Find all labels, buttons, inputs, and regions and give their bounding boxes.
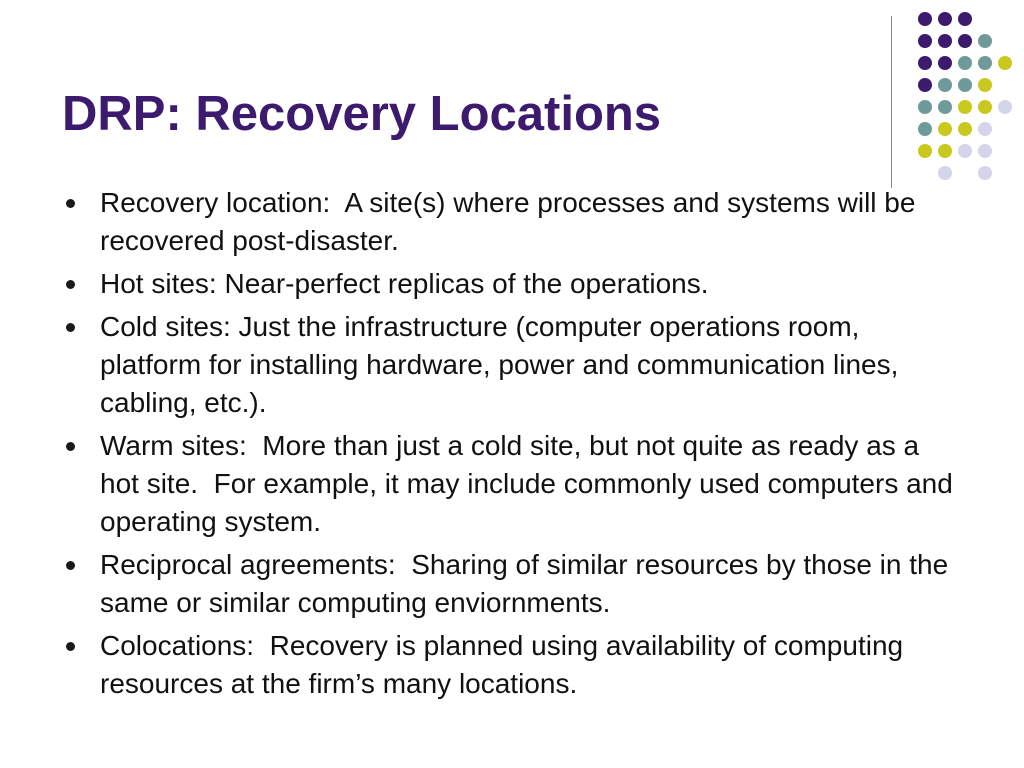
decor-dot <box>958 78 972 92</box>
decor-dot <box>958 122 972 136</box>
decor-dot <box>978 34 992 48</box>
decor-dot <box>978 78 992 92</box>
decor-dot <box>918 12 932 26</box>
decor-dot <box>938 166 952 180</box>
decor-dot <box>938 78 952 92</box>
decor-dot <box>918 122 932 136</box>
bullet-dot-icon <box>66 442 75 451</box>
bullet-text: Recovery location: A site(s) where processes and systems will be recovered post-disaster. <box>100 187 924 256</box>
decor-dot <box>978 166 992 180</box>
bullet-text: Warm sites: More than just a cold site, but not quite as ready as a hot site. For example, it may include commonly used computers and operating system. <box>100 430 961 537</box>
decor-dot <box>918 34 932 48</box>
decor-dot <box>938 56 952 70</box>
decor-dot <box>938 34 952 48</box>
decorative-dot-grid <box>904 10 1014 170</box>
bullet-text: Cold sites: Just the infrastructure (computer operations room, platform for installing hardware, power and communication lines, cabling, etc.). <box>100 311 907 418</box>
bullet-item <box>62 265 962 303</box>
header-divider-line <box>891 16 892 188</box>
decor-dot <box>978 144 992 158</box>
bullet-text: Colocations: Recovery is planned using availability of computing resources at the firm’s many locations. <box>100 630 911 699</box>
decor-dot <box>958 144 972 158</box>
decor-dot <box>958 34 972 48</box>
decor-dot <box>958 100 972 114</box>
decor-dot <box>998 100 1012 114</box>
decor-dot <box>918 56 932 70</box>
decor-dot <box>938 12 952 26</box>
bullet-item <box>62 184 962 260</box>
decor-dot <box>918 78 932 92</box>
bullet-text: Reciprocal agreements: Sharing of similar resources by those in the same or similar computing enviornments. <box>100 549 956 618</box>
bullet-item <box>62 427 962 541</box>
decor-dot <box>978 122 992 136</box>
bullet-item <box>62 627 962 703</box>
decor-dot <box>958 56 972 70</box>
decor-dot <box>978 100 992 114</box>
decor-dot <box>918 144 932 158</box>
bullet-item <box>62 546 962 622</box>
decor-dot <box>978 56 992 70</box>
decor-dot <box>918 100 932 114</box>
decor-dot <box>938 122 952 136</box>
decor-dot <box>938 144 952 158</box>
bullet-dot-icon <box>66 280 75 289</box>
bullet-list <box>62 184 962 708</box>
slide-title: DRP: Recovery Locations <box>62 87 662 141</box>
bullet-dot-icon <box>66 323 75 332</box>
decor-dot <box>938 100 952 114</box>
bullet-item <box>62 308 962 422</box>
decor-dot <box>958 12 972 26</box>
decor-dot <box>998 56 1012 70</box>
bullet-dot-icon <box>66 199 75 208</box>
bullet-dot-icon <box>66 561 75 570</box>
bullet-text: Hot sites: Near-perfect replicas of the operations. <box>100 268 709 299</box>
bullet-dot-icon <box>66 642 75 651</box>
